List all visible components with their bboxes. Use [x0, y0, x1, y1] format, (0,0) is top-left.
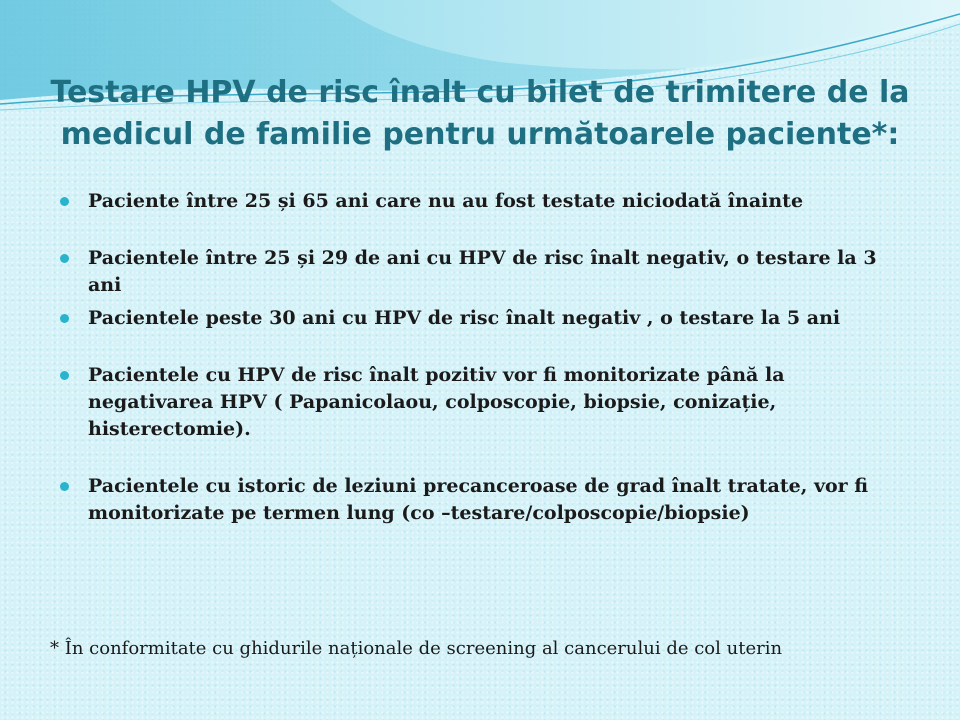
bullet-text: Pacientele peste 30 ani cu HPV de risc înalt negativ , o testare la 5 ani: [88, 307, 841, 329]
bullet-dot-icon: [60, 197, 69, 206]
bullet-dot-icon: [60, 482, 69, 491]
slide-title: [40, 72, 920, 156]
bullet-text: Pacientele cu istoric de leziuni precanceroase de grad înalt tratate, vor fi monitorizate pe termen lung (co –testare/colposcopie/biopsie): [88, 475, 869, 524]
footnote: * În conformitate cu ghidurile naționale de screening al cancerului de col uterin: [50, 638, 783, 659]
bullet-item: [60, 362, 910, 443]
bullet-text: Pacientele între 25 și 29 de ani cu HPV de risc înalt negativ, o testare la 3 ani: [88, 247, 877, 296]
title-line-2: medicul de familie pentru următoarele paciente*:: [60, 117, 900, 152]
bullet-item: [60, 188, 910, 215]
title-line-1: Testare HPV de risc înalt cu bilet de trimitere de la: [50, 75, 910, 110]
bullet-list: [60, 188, 910, 527]
bullet-item: [60, 305, 910, 332]
bullet-text: Paciente între 25 și 65 ani care nu au fost testate niciodată înainte: [88, 190, 804, 212]
bullet-item: [60, 245, 910, 299]
bullet-item: [60, 473, 910, 527]
bullet-dot-icon: [60, 314, 69, 323]
bullet-dot-icon: [60, 371, 69, 380]
bullet-dot-icon: [60, 254, 69, 263]
bullet-text: Pacientele cu HPV de risc înalt pozitiv vor fi monitorizate până la negativarea HPV ( Papanicolaou, colposcopie, biopsie, conizație, histerectomie).: [88, 364, 785, 440]
